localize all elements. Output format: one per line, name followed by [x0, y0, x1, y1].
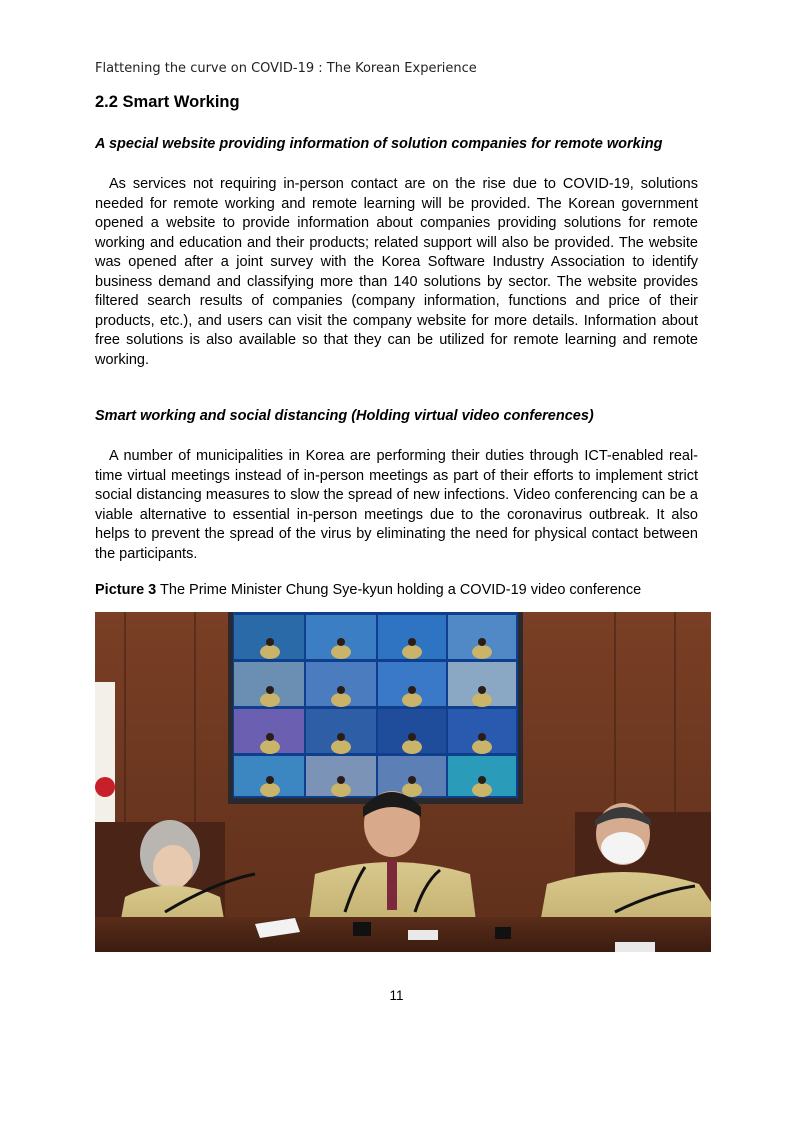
figure-caption: [95, 582, 641, 598]
paragraph-remote-solutions: As services not requiring in-person contact are on the rise due to COVID-19, solutions needed for remote working and remote learning will be provided. The Korean government opened a website to provide information about companies providing solutions for remote working and education and their products; related support will also be provided. The website was opened after a joint survey with the Korea Software Industry Association to identify business demand and classifying more than 140 solutions by sector. The website provides filtered search results of companies (company information, functions and price of their products, etc.), and users can visit the company website for more details. Information about free solutions is also available so that they can be utilized for remote learning and remote working.: [95, 176, 698, 368]
subsection-heading-remote-solutions: A special website providing information of solution companies for remote working: [95, 136, 663, 152]
section-title: 2.2 Smart Working: [95, 93, 240, 111]
page-number: 11: [389, 988, 404, 1003]
subsection-heading-virtual-conferences: Smart working and social distancing (Holding virtual video conferences): [95, 408, 594, 424]
conference-photo: [95, 612, 711, 952]
running-header: Flattening the curve on COVID-19 : The Korean Experience: [95, 61, 477, 76]
figure-label: Picture 3: [95, 582, 157, 598]
figure-caption-text: The Prime Minister Chung Sye-kyun holding a COVID-19 video conference: [156, 582, 642, 598]
paragraph-virtual-conferences: A number of municipalities in Korea are performing their duties through ICT-enabled real-time virtual meetings instead of in-person meetings as part of their efforts to implement strict social distancing measures to slow the spread of new infections. Video conferencing can be a viable alternative to essential in-person meetings due to the coronavirus outbreak. It also helps to prevent the spread of the virus by eliminating the need for physical contact between the participants.: [95, 448, 698, 562]
